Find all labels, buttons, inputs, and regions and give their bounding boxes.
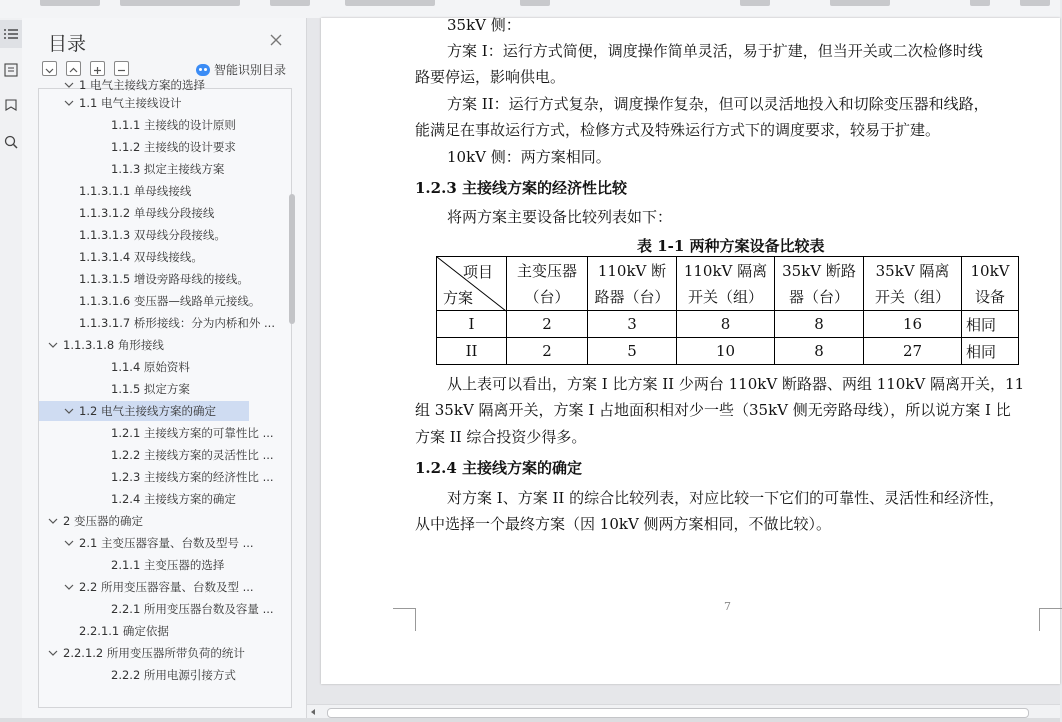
scroll-left-icon xyxy=(309,708,317,716)
para-plan2-line2: 能满足在事故运行方式，检修方式及特殊运行方式下的调度要求，较易于扩建。 xyxy=(415,121,941,139)
corner-bottom-label: 方案 xyxy=(443,289,474,307)
table-cell: 2 xyxy=(507,338,588,365)
table-cell: 相同 xyxy=(962,311,1019,338)
close-icon[interactable] xyxy=(269,32,285,48)
toc-item-label: 2.2.1.2 所用变压器所带负荷的统计 xyxy=(63,646,245,660)
toc-item[interactable] xyxy=(39,599,279,619)
collapse-up-icon[interactable] xyxy=(66,61,81,76)
toc-scroll-thumb[interactable] xyxy=(289,194,295,324)
toc-title: 目录 xyxy=(48,33,87,55)
toc-item-label: 1.1.2 主接线的设计要求 xyxy=(111,140,236,154)
toc-tree xyxy=(38,78,292,708)
toc-item[interactable] xyxy=(39,159,279,179)
toc-item-label: 2.2.1 所用变压器台数及容量 ... xyxy=(111,602,274,616)
toc-item-label: 1.1.3.1.3 双母线分段接线。 xyxy=(79,228,226,242)
toc-item-label: 2.1 主变压器容量、台数及型号 ... xyxy=(79,536,254,550)
toc-item-label: 1.1.3.1.7 桥形接线：分为内桥和外 ... xyxy=(79,316,275,330)
table-cell: 27 xyxy=(864,338,962,365)
toc-item-label: 2 变压器的确定 xyxy=(63,514,143,528)
toc-item-label: 1.2 电气主接线方案的确定 xyxy=(79,404,216,418)
bookmark-panel-icon[interactable] xyxy=(0,92,22,120)
toc-item-label: 1.2.2 主接线方案的灵活性比 ... xyxy=(111,448,274,462)
thumbnail-panel-icon[interactable] xyxy=(0,56,22,84)
toc-item[interactable] xyxy=(39,665,279,685)
para-plan1-line2: 路要停运，影响供电。 xyxy=(415,68,566,86)
toc-item[interactable] xyxy=(39,75,279,95)
toc-item[interactable] xyxy=(39,335,279,355)
toc-item[interactable] xyxy=(39,137,279,157)
chevron-down-icon[interactable] xyxy=(47,339,59,351)
table-corner-cell xyxy=(437,257,507,311)
toc-item-label: 1.2.1 主接线方案的可靠性比 ... xyxy=(111,426,274,440)
toc-item[interactable] xyxy=(39,467,279,487)
para-plan1-line1: 方案 I：运行方式简便，调度操作简单灵活，易于扩建，但当开关或二次检修时线 xyxy=(447,42,983,60)
toc-panel-icon[interactable] xyxy=(0,20,22,48)
top-toolbar-strip xyxy=(0,0,1060,19)
plan-cell: II xyxy=(437,338,507,365)
heading-1-2-4: 1.2.4 主接线方案的确定 xyxy=(415,459,582,477)
toc-item-label: 1.1.3.1.6 变压器—线路单元接线。 xyxy=(79,294,261,308)
toc-item[interactable] xyxy=(39,379,279,399)
table-header-cell: 主变压器 （台） xyxy=(507,257,588,311)
chevron-down-icon[interactable] xyxy=(63,405,75,417)
corner-top-label: 项目 xyxy=(463,263,494,281)
comparison-table xyxy=(436,256,1019,365)
toc-item-label: 2.1.1 主变压器的选择 xyxy=(111,558,225,572)
toc-item[interactable] xyxy=(39,93,279,113)
toc-item-label: 1.2.4 主接线方案的确定 xyxy=(111,492,236,506)
chevron-down-icon[interactable] xyxy=(63,79,75,91)
table-row xyxy=(437,311,1019,338)
table-header-cell: 110kV 断 路器（台） xyxy=(588,257,677,311)
ai-robot-icon xyxy=(196,64,210,76)
chevron-down-icon[interactable] xyxy=(63,97,75,109)
heading-1-2-3: 1.2.3 主接线方案的经济性比较 xyxy=(415,179,627,197)
toc-item-label: 1.1.4 原始资料 xyxy=(111,360,190,374)
toc-item-label: 2.2.2 所用电源引接方式 xyxy=(111,668,236,682)
toc-item-label: 1.1 电气主接线设计 xyxy=(79,96,182,110)
toc-item[interactable] xyxy=(39,533,279,553)
toc-item[interactable] xyxy=(39,555,279,575)
toc-item[interactable] xyxy=(39,643,279,663)
remove-heading-icon[interactable] xyxy=(114,61,129,76)
para-intro: 将两方案主要设备比较列表如下： xyxy=(447,208,673,226)
expand-down-icon[interactable] xyxy=(42,61,57,76)
left-icon-bar xyxy=(0,18,23,718)
toc-item-label: 1.1.3.1.1 单母线接线 xyxy=(79,184,192,198)
horizontal-scrollbar[interactable] xyxy=(307,704,1060,719)
toc-item[interactable] xyxy=(39,181,279,201)
crop-mark xyxy=(1039,608,1062,631)
toc-item-label: 1.1.5 拟定方案 xyxy=(111,382,190,396)
table-row xyxy=(437,338,1019,365)
chevron-down-icon[interactable] xyxy=(63,581,75,593)
status-strip xyxy=(0,718,1060,722)
para-10kv: 10kV 侧：两方案相同。 xyxy=(447,148,611,166)
toc-item[interactable] xyxy=(39,621,279,641)
table-cell: 3 xyxy=(588,311,677,338)
table-cell: 5 xyxy=(588,338,677,365)
toc-item[interactable] xyxy=(39,489,279,509)
table-cell: 相同 xyxy=(962,338,1019,365)
smart-toc-label: 智能识别目录 xyxy=(214,63,287,77)
toc-item[interactable] xyxy=(39,225,279,245)
toc-item[interactable] xyxy=(39,401,249,421)
toc-item[interactable] xyxy=(39,247,279,267)
horizontal-scroll-thumb[interactable] xyxy=(327,708,1029,718)
toc-item[interactable] xyxy=(39,115,279,135)
table-cell: 16 xyxy=(864,311,962,338)
table-header-cell: 10kV 设备 xyxy=(962,257,1019,311)
toc-item-label: 1.1.3.1.2 单母线分段接线 xyxy=(79,206,215,220)
para-analysis-line1: 从上表可以看出，方案 I 比方案 II 少两台 110kV 断路器、两组 110kV 隔离开关，11 xyxy=(447,375,1025,393)
para-analysis-line2: 组 35kV 隔离开关，方案 I 占地面积相对少一些（35kV 侧无旁路母线），所以说方案 I 比 xyxy=(415,401,1011,419)
plan-cell: I xyxy=(437,311,507,338)
table-cell: 2 xyxy=(507,311,588,338)
toc-item-label: 1.1.3.1.4 双母线接线。 xyxy=(79,250,203,264)
document-workspace xyxy=(307,18,1060,704)
chevron-down-icon[interactable] xyxy=(47,647,59,659)
table-cell: 8 xyxy=(775,338,864,365)
toc-item[interactable] xyxy=(39,577,279,597)
page-number: 7 xyxy=(724,600,731,613)
toc-item[interactable] xyxy=(39,445,279,465)
table-header-cell: 35kV 断路 器（台） xyxy=(775,257,864,311)
document-page xyxy=(321,18,1060,684)
toc-item[interactable] xyxy=(39,203,279,223)
table-cell: 8 xyxy=(677,311,775,338)
table-header-cell: 110kV 隔离 开关（组） xyxy=(677,257,775,311)
para-final-line1: 对方案 I、方案 II 的综合比较列表，对应比较一下它们的可靠性、灵活性和经济性， xyxy=(447,489,1005,507)
para-35kv: 35kV 侧： xyxy=(447,16,521,34)
toc-item-label: 1.1.1 主接线的设计原则 xyxy=(111,118,236,132)
chevron-down-icon[interactable] xyxy=(47,515,59,527)
toc-item[interactable] xyxy=(39,291,279,311)
toc-item-label: 1.1.3.1.8 角形接线 xyxy=(63,338,164,352)
search-icon[interactable] xyxy=(0,128,22,156)
toc-item-label: 2.2 所用变压器容量、台数及型 ... xyxy=(79,580,254,594)
toc-pane xyxy=(22,18,307,718)
para-analysis-line3: 方案 II 综合投资少得多。 xyxy=(415,428,587,446)
toc-item-label: 1.2.3 主接线方案的经济性比 ... xyxy=(111,470,274,484)
toc-item[interactable] xyxy=(39,313,279,333)
toc-item[interactable] xyxy=(39,511,279,531)
table-header-cell: 35kV 隔离 开关（组） xyxy=(864,257,962,311)
para-final-line2: 从中选择一个最终方案（因 10kV 侧两方案相同，不做比较）。 xyxy=(415,515,832,533)
table-cell: 10 xyxy=(677,338,775,365)
crop-mark xyxy=(393,608,416,631)
table-caption: 表 1-1 两种方案设备比较表 xyxy=(637,237,825,255)
toc-item[interactable] xyxy=(39,357,279,377)
toc-item[interactable] xyxy=(39,423,279,443)
add-heading-icon[interactable] xyxy=(90,61,105,76)
toc-item-label: 1.1.3 拟定主接线方案 xyxy=(111,162,225,176)
chevron-down-icon[interactable] xyxy=(63,537,75,549)
toc-item-label: 2.2.1.1 确定依据 xyxy=(79,624,169,638)
para-plan2-line1: 方案 II：运行方式复杂，调度操作复杂，但可以灵活地投入和切除变压器和线路， xyxy=(447,95,989,113)
table-cell: 8 xyxy=(775,311,864,338)
toc-item-label: 1 电气主接线方案的选择 xyxy=(79,78,205,92)
toc-item[interactable] xyxy=(39,269,279,289)
toc-item-label: 1.1.3.1.5 增设旁路母线的接线。 xyxy=(79,272,249,286)
